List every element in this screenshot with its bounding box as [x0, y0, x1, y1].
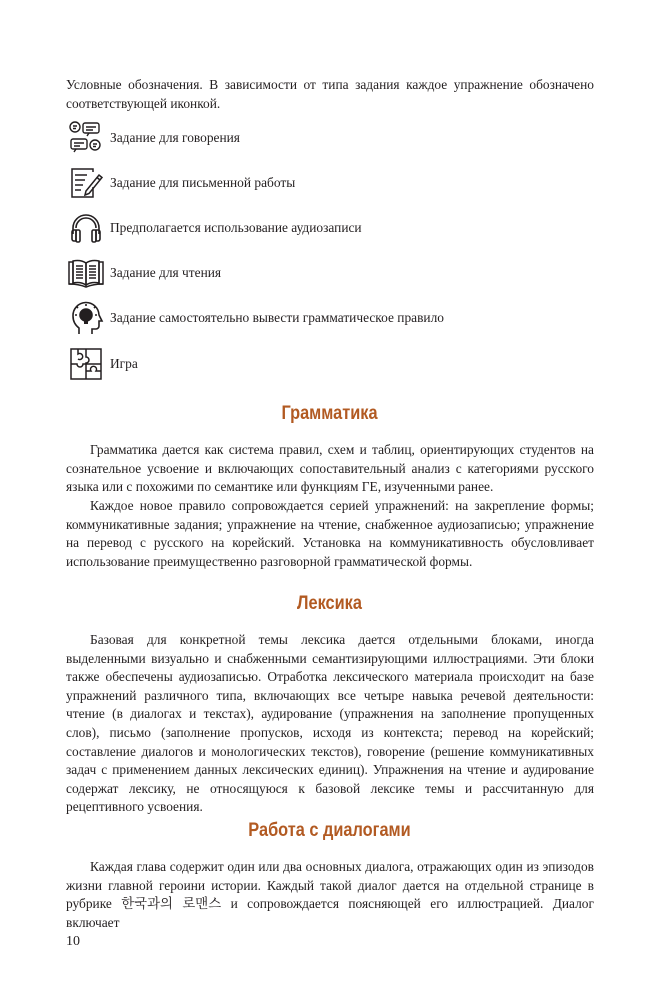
- head-lightbulb-icon: [66, 298, 106, 338]
- legend-label-speaking: Задание для говорения: [110, 130, 240, 145]
- legend-label-reading: Задание для чтения: [110, 265, 222, 280]
- section-title-dialogs: Работа с диалогами: [248, 820, 411, 841]
- section-title-grammar: Грамматика: [281, 403, 378, 424]
- section-title-lexicon: Лексика: [297, 593, 362, 614]
- grammar-paragraph-1: Грамматика дается как система правил, схем и таблиц, ориентирующих студентов на сознательное усвоение и включающих сопоставительный анализ с категориями русского языка или с похожими по семантике или функциям ГЕ, изученными ранее.: [66, 442, 594, 495]
- legend-row-audio: [66, 208, 586, 248]
- legend-row-grammar-rule: [66, 298, 586, 338]
- legend-row-game: [66, 344, 586, 384]
- legend-label-writing: Задание для письменной работы: [110, 175, 296, 190]
- lexicon-paragraph-1: Базовая для конкретной темы лексика дается отдельными блоками, иногда выделенными визуально и снабженными семантизирующими иллюстрациями. Эти блоки также обеспечены аудиозаписью. Отработка лексического материала происходит на базе упражнений различного типа, включающих все четыре навыка речевой деятельности: чтение (в диалогах и текстах), аудирование (упражнения на заполнение пропущенных слов), письмо (заполнение пропусков, исходя из контекста; перевод на корейский; составление диалогов и монологических текстов), говорение (решение коммуникативных задач с применением данных лексических единиц). Упражнения на чтение и аудирование содержат лексику, не относящуюся к базовой лексике темы и рассчитанную для рецептивного усвоения.: [66, 632, 594, 815]
- writing-icon: [66, 163, 106, 203]
- legend-row-reading: [66, 253, 586, 293]
- legend-row-writing: [66, 163, 586, 203]
- legend-label-game: Игра: [110, 356, 138, 371]
- grammar-paragraph-2: Каждое новое правило сопровождается серией упражнений: на закрепление формы; коммуникативные задания; упражнение на чтение, снабженное аудиозаписью; упражнение на перевод с русского на корейский. Установка на коммуникативность обусловливает использование преимущественно разговорной грамматической формы.: [66, 498, 594, 569]
- legend-row-speaking: [66, 118, 586, 158]
- book-icon: [66, 253, 106, 293]
- legend-intro: Условные обозначения. В зависимости от типа задания каждое упражнение обозначено соответствующей иконкой.: [66, 77, 594, 111]
- speaking-icon: [66, 118, 106, 158]
- legend-label-audio: Предполагается использование аудиозаписи: [110, 220, 362, 235]
- dialogs-paragraph-1: Каждая глава содержит один или два основных диалога, отражающих один из эпизодов жизни главной героини истории. Каждый такой диалог дается на отдельной странице в рубрике 한국과의 로맨스 и сопровождается поясняющей его иллюстрацией. Диалог включает: [66, 859, 594, 930]
- legend-label-grammar-rule: Задание самостоятельно вывести грамматическое правило: [110, 310, 444, 325]
- page-number: 10: [66, 934, 80, 949]
- headphones-icon: [66, 208, 106, 248]
- puzzle-icon: [66, 344, 106, 384]
